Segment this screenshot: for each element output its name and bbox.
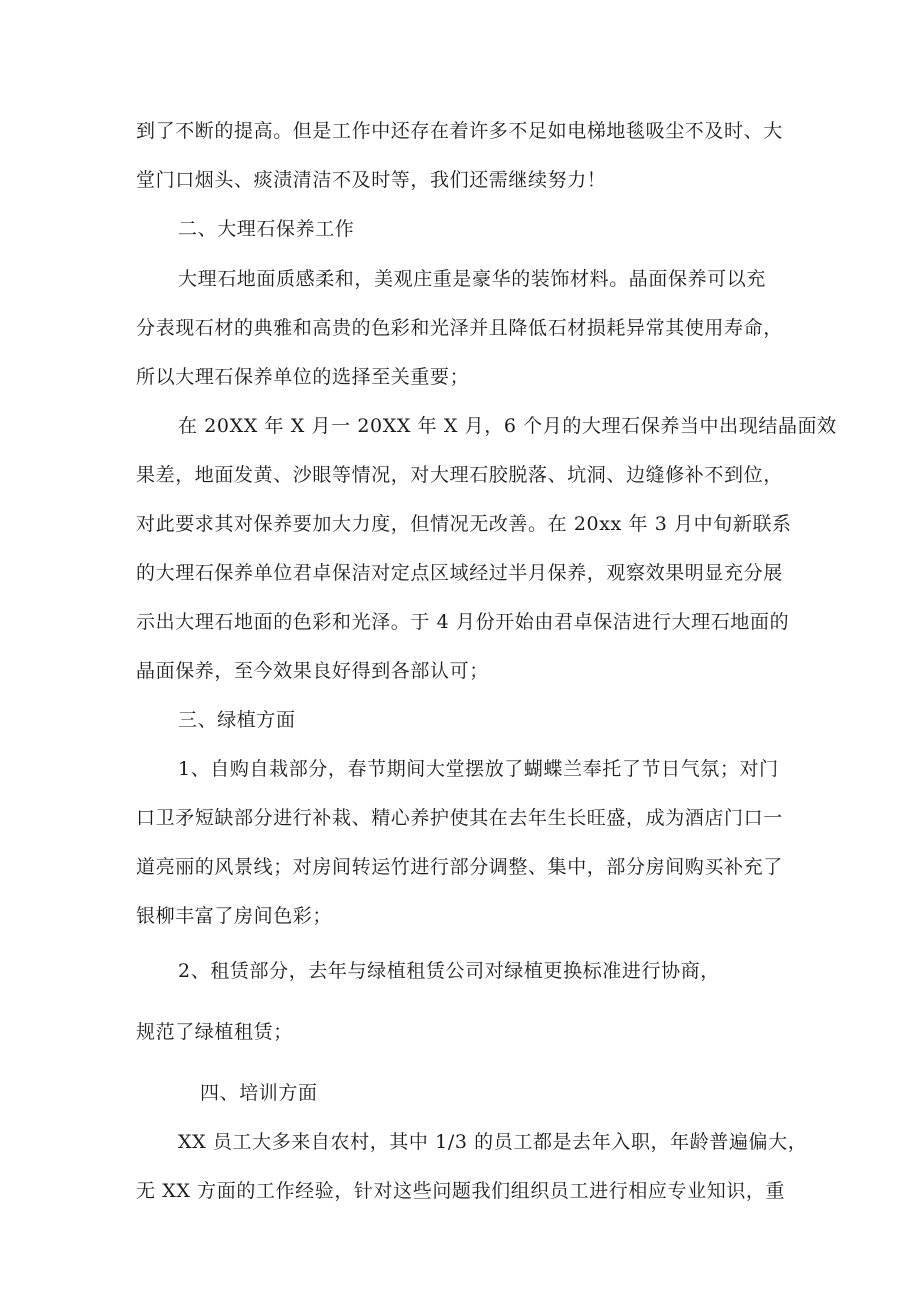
paragraph-line: 2、租赁部分，去年与绿植租赁公司对绿植更换标准进行协商， [178, 960, 720, 982]
paragraph-line: 果差，地面发黄、沙眼等情况，对大理石胶脱落、坑洞、边缝修补不到位， [136, 464, 783, 486]
paragraph-line: 无 XX 方面的工作经验，针对这些问题我们组织员工进行相应专业知识，重 [136, 1180, 786, 1202]
paragraph-line: 堂门口烟头、痰渍清洁不及时等，我们还需继续努力！ [136, 169, 607, 191]
paragraph-line: 银柳丰富了房间色彩； [136, 905, 333, 927]
paragraph-line: 在 20XX 年 X 月一 20XX 年 X 月，6 个月的大理石保养当中出现结晶面效 [178, 415, 837, 437]
paragraph-line: XX 员工大多来自农村，其中 1/3 的员工都是去年入职，年龄普遍偏大， [178, 1131, 808, 1153]
paragraph-line: 大理石地面质感柔和，美观庄重是豪华的装饰材料。晶面保养可以充 [178, 268, 767, 290]
paragraph-line: 的大理石保养单位君卓保洁对定点区域经过半月保养，观察效果明显充分展 [136, 562, 783, 584]
paragraph-line: 分表现石材的典雅和高贵的色彩和光泽并且降低石材损耗异常其使用寿命， [136, 317, 783, 339]
paragraph-line: 口卫矛短缺部分进行补栽、精心养护使其在去年生长旺盛，成为酒店门口一 [136, 807, 783, 829]
paragraph-line: 到了不断的提高。但是工作中还存在着许多不足如电梯地毯吸尘不及时、大 [136, 120, 783, 142]
paragraph-line: 晶面保养，至今效果良好得到各部认可； [136, 660, 489, 682]
paragraph-line: 规范了绿植租赁； [136, 1021, 293, 1043]
paragraph-line: 道亮丽的风景线；对房间转运竹进行部分调整、集中，部分房间购买补充了 [136, 856, 783, 878]
paragraph-line: 对此要求其对保养要加大力度，但情况无改善。在 20xx 年 3 月中旬新联系 [136, 513, 792, 535]
paragraph-line: 所以大理石保养单位的选择至关重要； [136, 366, 470, 388]
paragraph-line: 示出大理石地面的色彩和光泽。于 4 月份开始由君卓保洁进行大理石地面的 [136, 611, 790, 633]
section-heading: 二、大理石保养工作 [178, 218, 355, 240]
paragraph-line: 1、自购自栽部分，春节期间大堂摆放了蝴蝶兰奉托了节日气氛；对门 [178, 758, 779, 780]
section-heading: 三、绿植方面 [178, 709, 296, 731]
section-heading: 四、培训方面 [200, 1082, 318, 1104]
